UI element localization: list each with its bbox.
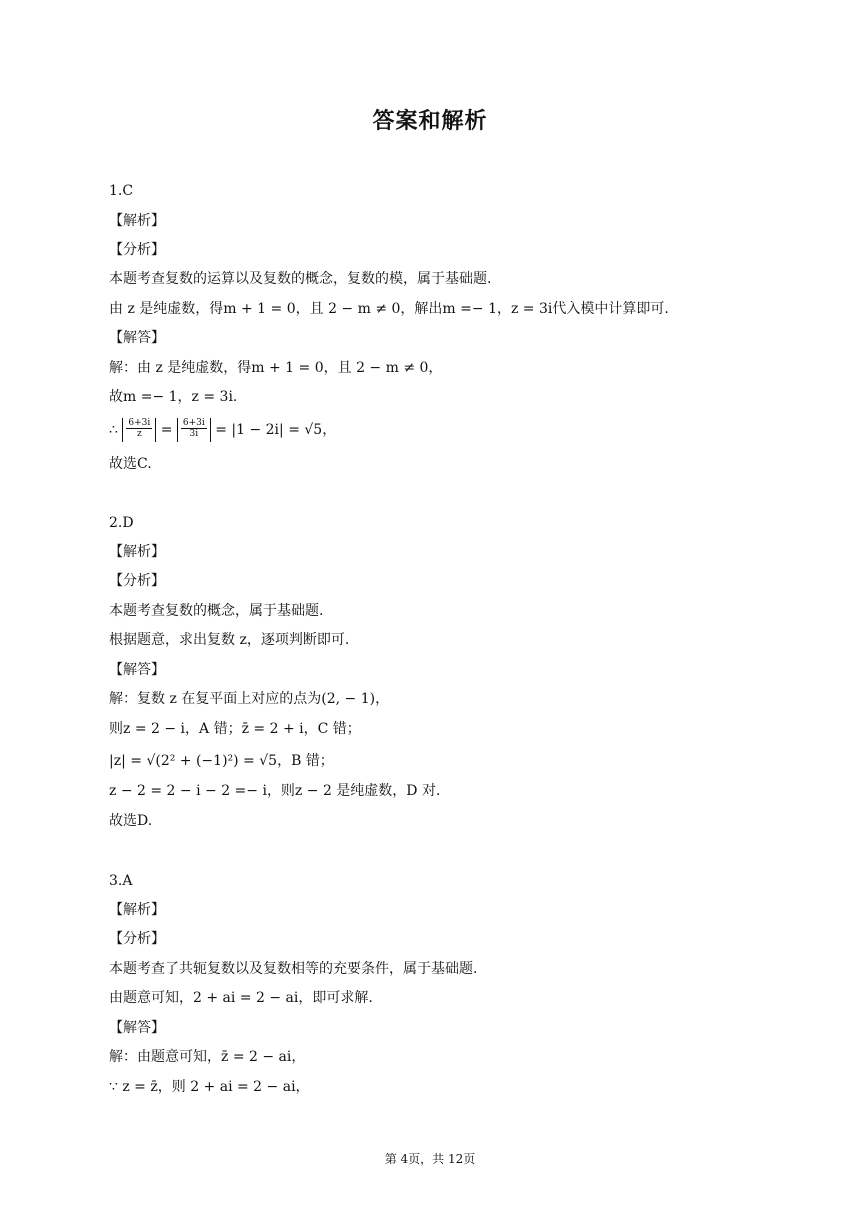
q2-fenxi-text-1: 本题考查复数的概念，属于基础题. — [109, 603, 324, 619]
q3-fenxi-heading: 【分析】 — [109, 931, 165, 947]
q1-jieda-heading: 【解答】 — [109, 330, 165, 346]
q2-fenxi-heading: 【分析】 — [109, 573, 165, 589]
abs-fraction-1 — [122, 418, 156, 442]
fraction-2 — [181, 418, 207, 439]
q1-solution-line-1: 解：由 z 是纯虚数，得m + 1 = 0，且 2 − m ≠ 0， — [109, 360, 443, 376]
fraction-1-numerator: 6+3i — [128, 418, 151, 428]
q1-solution-line-4: 故选C. — [109, 456, 152, 472]
q3-solution-line-1: 解：由题意可知，z̄ = 2 − ai， — [109, 1049, 306, 1065]
fraction-2-numerator: 6+3i — [182, 418, 205, 428]
fraction-1-denominator: z — [136, 429, 142, 439]
q3-solution-line-2: ∵ z = z̄，则 2 + ai = 2 − ai， — [109, 1079, 310, 1095]
q2-solution-line-3: |z| = √(2² + (−1)²) = √5，B 错； — [109, 753, 334, 769]
therefore-symbol: ∴ — [109, 422, 118, 438]
q2-solution-line-5: 故选D. — [109, 813, 153, 829]
q3-jiexi-heading: 【解析】 — [109, 902, 165, 918]
page-footer: 第 4页，共 12页 — [384, 1152, 476, 1166]
q3-number: 3.A — [109, 873, 133, 889]
q3-jieda-heading: 【解答】 — [109, 1020, 165, 1036]
q2-solution-line-2: 则z = 2 − i，A 错；z̄ = 2 + i，C 错； — [109, 721, 361, 737]
q2-solution-line-1: 解：复数 z 在复平面上对应的点为(2, − 1)， — [109, 691, 390, 707]
page-title: 答案和解析 — [372, 109, 488, 134]
q2-solution-line-4: z − 2 = 2 − i − 2 =− i，则z − 2 是纯虚数，D 对. — [109, 783, 441, 799]
q3-fenxi-text-2: 由题意可知，2 + ai = 2 − ai，即可求解. — [109, 990, 373, 1006]
fraction-1 — [126, 418, 152, 439]
q1-solution-line-2: 故m =− 1，z = 3i. — [109, 389, 238, 405]
q1-line-3-suffix: = |1 − 2i| = √5， — [215, 422, 337, 438]
q1-fenxi-text-1: 本题考查复数的运算以及复数的概念，复数的模，属于基础题. — [109, 271, 492, 287]
q1-solution-line-3 — [109, 418, 336, 442]
q1-jiexi-heading: 【解析】 — [109, 213, 165, 229]
q3-fenxi-text-1: 本题考查了共轭复数以及复数相等的充要条件，属于基础题. — [109, 961, 478, 977]
q2-jieda-heading: 【解答】 — [109, 662, 165, 678]
q2-number: 2.D — [109, 515, 134, 531]
abs-fraction-2 — [177, 418, 211, 442]
q1-number: 1.C — [109, 183, 134, 199]
equals-sign: = — [160, 422, 173, 438]
q2-fenxi-text-2: 根据题意，求出复数 z，逐项判断即可. — [109, 632, 350, 648]
q1-fenxi-text-2: 由 z 是纯虚数，得m + 1 = 0，且 2 − m ≠ 0，解出m =− 1，z = 3i代入模中计算即可. — [109, 301, 669, 317]
fraction-2-denominator: 3i — [189, 429, 199, 439]
q2-jiexi-heading: 【解析】 — [109, 544, 165, 560]
q1-fenxi-heading: 【分析】 — [109, 242, 165, 258]
